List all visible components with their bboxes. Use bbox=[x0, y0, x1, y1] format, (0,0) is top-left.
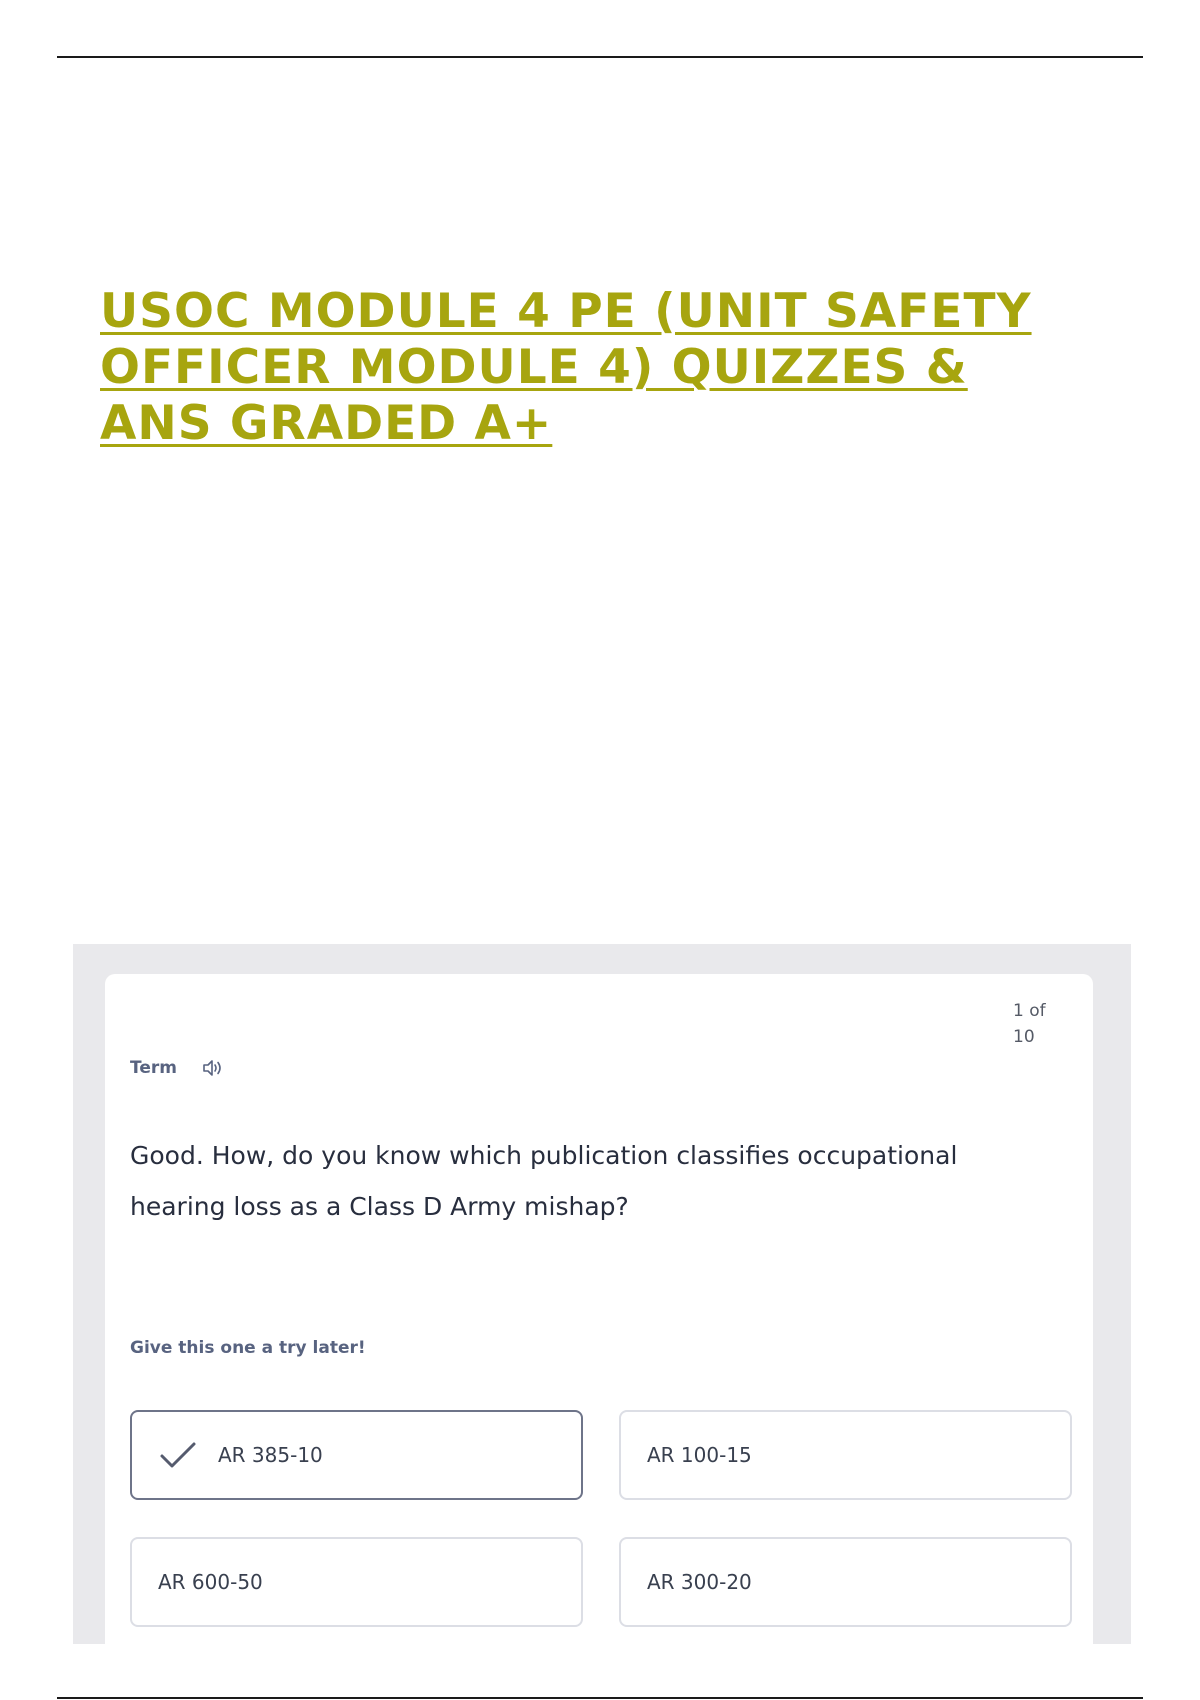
counter-total: 10 bbox=[1013, 1027, 1035, 1047]
term-label: Term bbox=[130, 1058, 177, 1078]
answer-option-label: AR 300-20 bbox=[647, 1570, 752, 1594]
quiz-screenshot-frame bbox=[73, 944, 1131, 1644]
flashcard bbox=[105, 974, 1093, 1674]
speaker-icon[interactable] bbox=[201, 1058, 225, 1078]
top-rule bbox=[57, 56, 1143, 58]
answer-option-3[interactable] bbox=[130, 1537, 583, 1627]
bottom-rule bbox=[57, 1697, 1143, 1699]
answer-option-1[interactable] bbox=[130, 1410, 583, 1500]
answer-option-label: AR 600-50 bbox=[158, 1570, 263, 1594]
checkmark-icon bbox=[158, 1440, 198, 1470]
hint-text: Give this one a try later! bbox=[130, 1338, 366, 1358]
counter-current: 1 of bbox=[1013, 1001, 1046, 1021]
answer-option-label: AR 100-15 bbox=[647, 1443, 752, 1467]
answer-option-4[interactable] bbox=[619, 1537, 1072, 1627]
term-row bbox=[130, 1058, 225, 1078]
question-text: Good. How, do you know which publication classifies occupational hearing loss as a Class D Army mishap? bbox=[130, 1141, 958, 1221]
document-title: USOC MODULE 4 PE (UNIT SAFETY OFFICER MODULE 4) QUIZZES & ANS GRADED A+ bbox=[100, 284, 1032, 451]
answer-option-2[interactable] bbox=[619, 1410, 1072, 1500]
answer-option-label: AR 385-10 bbox=[218, 1443, 323, 1467]
card-counter bbox=[1013, 998, 1063, 1050]
